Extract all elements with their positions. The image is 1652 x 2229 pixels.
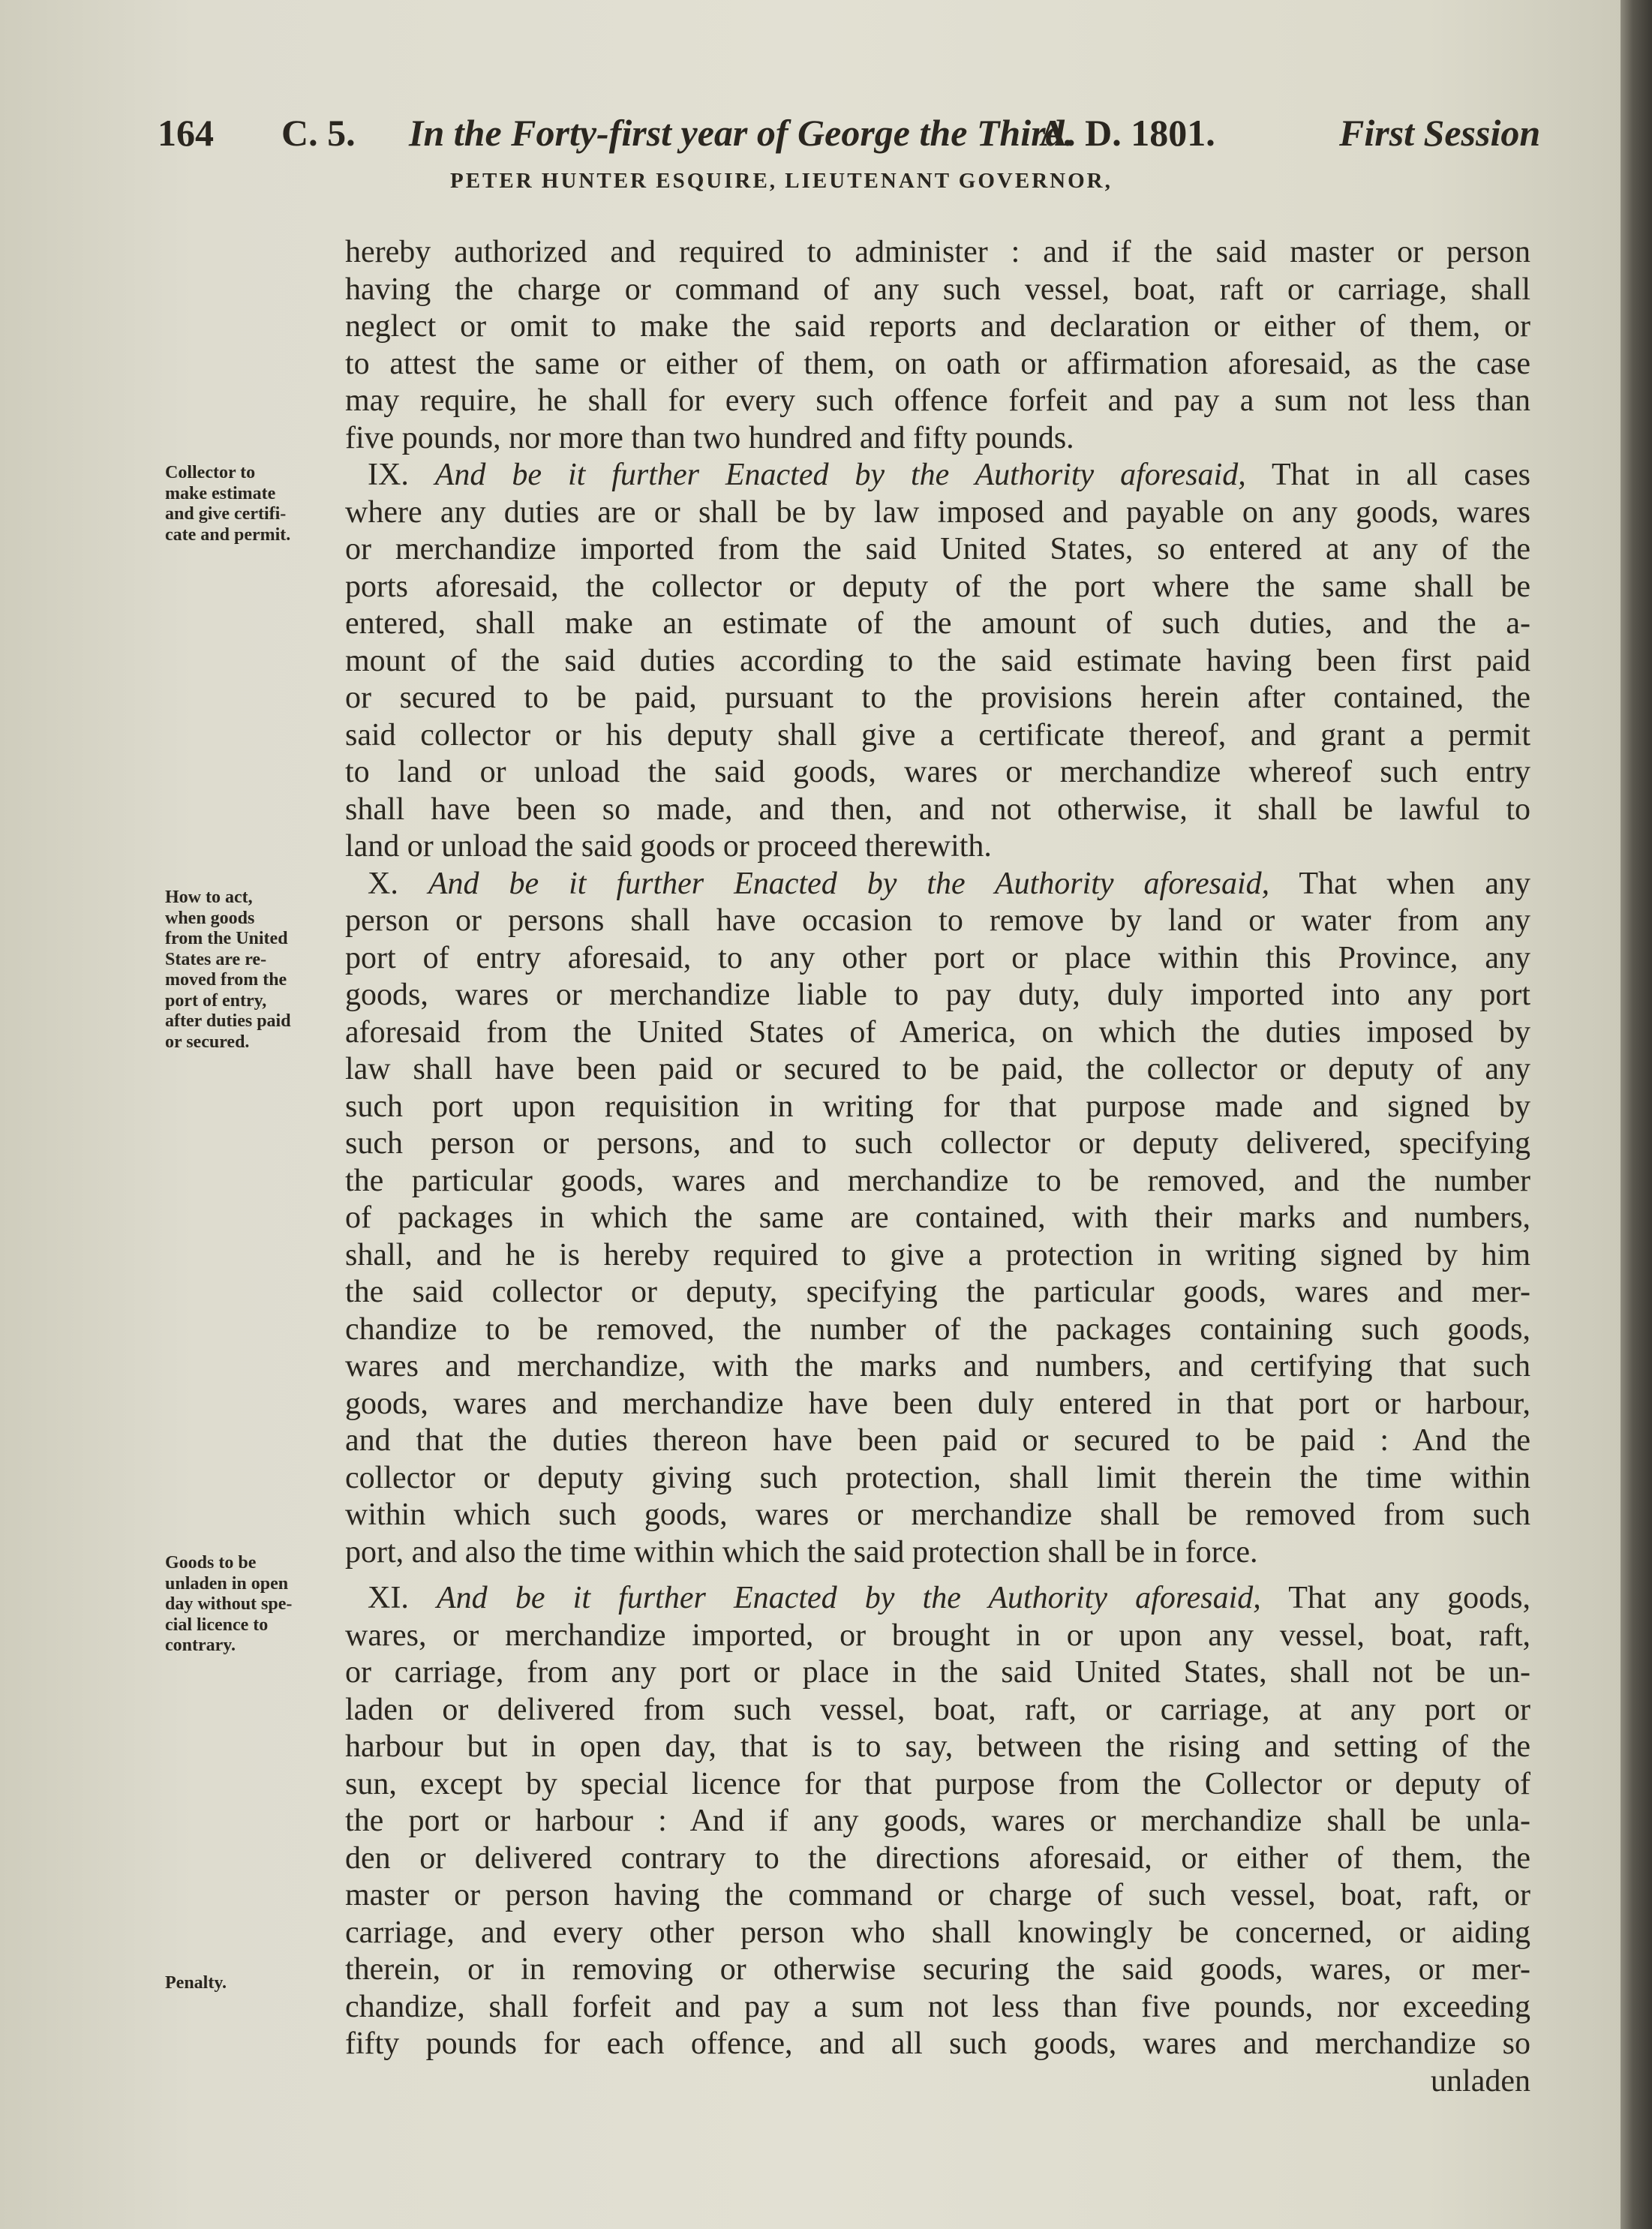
enacting-clause: And be it further Enacted by the Authority aforesaid, — [428, 866, 1270, 901]
text-line: land or unload the said goods or proceed therewith. — [345, 829, 992, 864]
text-line: or carriage, from any port or place in the said United States, shall not be un- — [345, 1655, 1530, 1690]
subheader: PETER HUNTER ESQUIRE, LIEUTENANT GOVERNOR, — [450, 169, 1113, 193]
text-line: the port or harbour : And if any goods, wares or merchandize shall be unla- — [345, 1804, 1530, 1838]
margin-note-unlading — [165, 1553, 338, 1657]
text-span: That when any — [1299, 866, 1530, 901]
text-line: where any duties are or shall be by law imposed and payable on any goods, wares — [345, 494, 1530, 530]
margin-note-line: Goods to be — [165, 1553, 257, 1573]
text-span: That in all cases — [1271, 458, 1531, 492]
margin-note-line: and give certifi- — [165, 504, 287, 524]
text-line: within which such goods, wares or merchandize shall be removed from such — [345, 1498, 1530, 1532]
text-line: shall have been so made, and then, and not otherwise, it shall be lawful to — [345, 792, 1530, 827]
text-line: den or delivered contrary to the directions aforesaid, or either of them, the — [345, 1840, 1530, 1876]
body-text — [345, 234, 1530, 2100]
text-line: person or persons shall have occasion to remove by land or water from any — [345, 903, 1530, 938]
text-line: or merchandize imported from the said United States, so entered at any of the — [345, 532, 1530, 566]
section-number: XI. — [368, 1581, 409, 1615]
text-line: mount of the said duties according to the said estimate having been first paid — [345, 643, 1530, 678]
margin-note-line: How to act, — [165, 888, 253, 907]
margin-note-line: when goods — [165, 908, 255, 928]
enacting-clause: And be it further Enacted by the Authority aforesaid, — [434, 458, 1246, 492]
text-line: may require, he shall for every such offence forfeit and pay a sum not less than — [345, 383, 1530, 418]
text-line: law shall have been paid or secured to be paid, the collector or deputy of any — [345, 1052, 1530, 1086]
text-line: sun, except by special licence for that purpose from the Collector or deputy of — [345, 1766, 1530, 1801]
margin-note-line: after duties paid — [165, 1011, 291, 1031]
text-line: wares and merchandize, with the marks and numbers, and certifying that such — [345, 1349, 1530, 1383]
text-line: five pounds, nor more than two hundred and fifty pounds. — [345, 420, 1074, 455]
text-line: shall, and he is hereby required to give a protection in writing signed by him — [345, 1237, 1530, 1272]
text-line: aforesaid from the United States of America, on which the duties imposed by — [345, 1014, 1530, 1050]
text-line: laden or delivered from such vessel, boat, raft, or carriage, at any port or — [345, 1692, 1530, 1727]
text-line: therein, or in removing or otherwise securing the said goods, wares, or mer- — [345, 1952, 1530, 1987]
margin-note-line: day without spe- — [165, 1594, 293, 1614]
text-line: having the charge or command of any such vessel, boat, raft or carriage, shall — [345, 272, 1530, 307]
text-line: port, and also the time within which the said protection shall be in force. — [345, 1534, 1258, 1570]
margin-note-line: cate and permit. — [165, 524, 291, 545]
text-line: harbour but in open day, that is to say, between the rising and setting of the — [345, 1729, 1530, 1764]
text-line: master or person having the command or charge of such vessel, boat, raft, or — [345, 1878, 1530, 1912]
margin-note-line: Collector to — [165, 463, 256, 482]
text-line: collector or deputy giving such protection, shall limit therein the time within — [345, 1460, 1530, 1495]
text-line: of packages in which the same are contained, with their marks and numbers, — [345, 1200, 1530, 1235]
catchword: unladen — [1431, 2063, 1530, 2098]
text-line: ports aforesaid, the collector or deputy of the port where the same shall be — [345, 569, 1530, 604]
section-heading-xi — [345, 1580, 1530, 1618]
section-number: X. — [368, 866, 398, 901]
text-line: neglect or omit to make the said reports and declaration or either of them, or — [345, 309, 1530, 344]
header-session: First Session — [1339, 112, 1541, 154]
text-line: the particular goods, wares and merchandize to be removed, and the number — [345, 1163, 1530, 1198]
margin-note-collector — [165, 463, 338, 545]
margin-note-penalty — [165, 1973, 338, 1994]
text-line: goods, wares and merchandize have been duly entered in that port or harbour, — [345, 1386, 1530, 1421]
text-line: chandize to be removed, the number of the packages containing such goods, — [345, 1311, 1530, 1347]
running-header — [158, 111, 1541, 164]
text-line: chandize, shall forfeit and pay a sum not less than five pounds, nor exceeding — [345, 1989, 1530, 2024]
text-line: hereby authorized and required to administer : and if the said master or person — [345, 235, 1530, 269]
enacting-clause: And be it further Enacted by the Authority aforesaid, — [437, 1581, 1261, 1615]
text-span: That any goods, — [1288, 1581, 1531, 1615]
margin-note-line: or secured. — [165, 1032, 250, 1052]
text-line: or secured to be paid, pursuant to the provisions herein after contained, the — [345, 680, 1530, 715]
margin-note-line: port of entry, — [165, 990, 267, 1011]
text-line: port of entry aforesaid, to any other port or place within this Province, any — [345, 940, 1530, 975]
text-line: said collector or his deputy shall give a certificate thereof, and grant a permit — [345, 717, 1530, 753]
text-line: wares, or merchandize imported, or brought in or upon any vessel, boat, raft, — [345, 1618, 1530, 1653]
margin-note-line: contrary. — [165, 1636, 236, 1655]
margin-note-line: cial licence to — [165, 1615, 269, 1635]
header-year: A. D. 1801. — [1039, 112, 1215, 154]
section-heading-x — [345, 866, 1530, 903]
section-heading-ix — [345, 457, 1530, 494]
margin-note-line: from the United — [165, 929, 288, 948]
margin-note-removal — [165, 888, 338, 1053]
text-line: such port upon requisition in writing for that purpose made and signed by — [345, 1089, 1530, 1124]
text-line: fifty pounds for each offence, and all such goods, wares and merchandize so — [345, 2026, 1530, 2061]
margin-note-line: unladen in open — [165, 1573, 289, 1594]
margin-note-line: moved from the — [165, 970, 287, 990]
margin-note-line: Penalty. — [165, 1973, 227, 1993]
page-number: 164 — [158, 112, 214, 154]
text-line: the said collector or deputy, specifying the particular goods, wares and mer- — [345, 1275, 1530, 1309]
header-title: In the Forty-first year of George the Third. — [409, 112, 1074, 154]
text-line: to attest the same or either of them, on oath or affirmation aforesaid, as the case — [345, 346, 1530, 381]
text-line: goods, wares or merchandize liable to pay duty, duly imported into any port — [345, 978, 1530, 1012]
page-edge — [1620, 0, 1652, 2229]
text-line: to land or unload the said goods, wares or merchandize whereof such entry — [345, 755, 1530, 789]
margin-note-line: make estimate — [165, 483, 276, 503]
text-line: carriage, and every other person who shall knowingly be concerned, or aiding — [345, 1915, 1530, 1950]
section-number: IX. — [368, 458, 409, 492]
text-line: such person or persons, and to such collector or deputy delivered, specifying — [345, 1126, 1530, 1161]
margin-note-line: States are re- — [165, 949, 267, 969]
text-line: entered, shall make an estimate of the amount of such duties, and the a- — [345, 606, 1530, 641]
chapter-number: C. 5. — [281, 112, 356, 154]
text-line: and that the duties thereon have been paid or secured to be paid : And the — [345, 1423, 1530, 1458]
